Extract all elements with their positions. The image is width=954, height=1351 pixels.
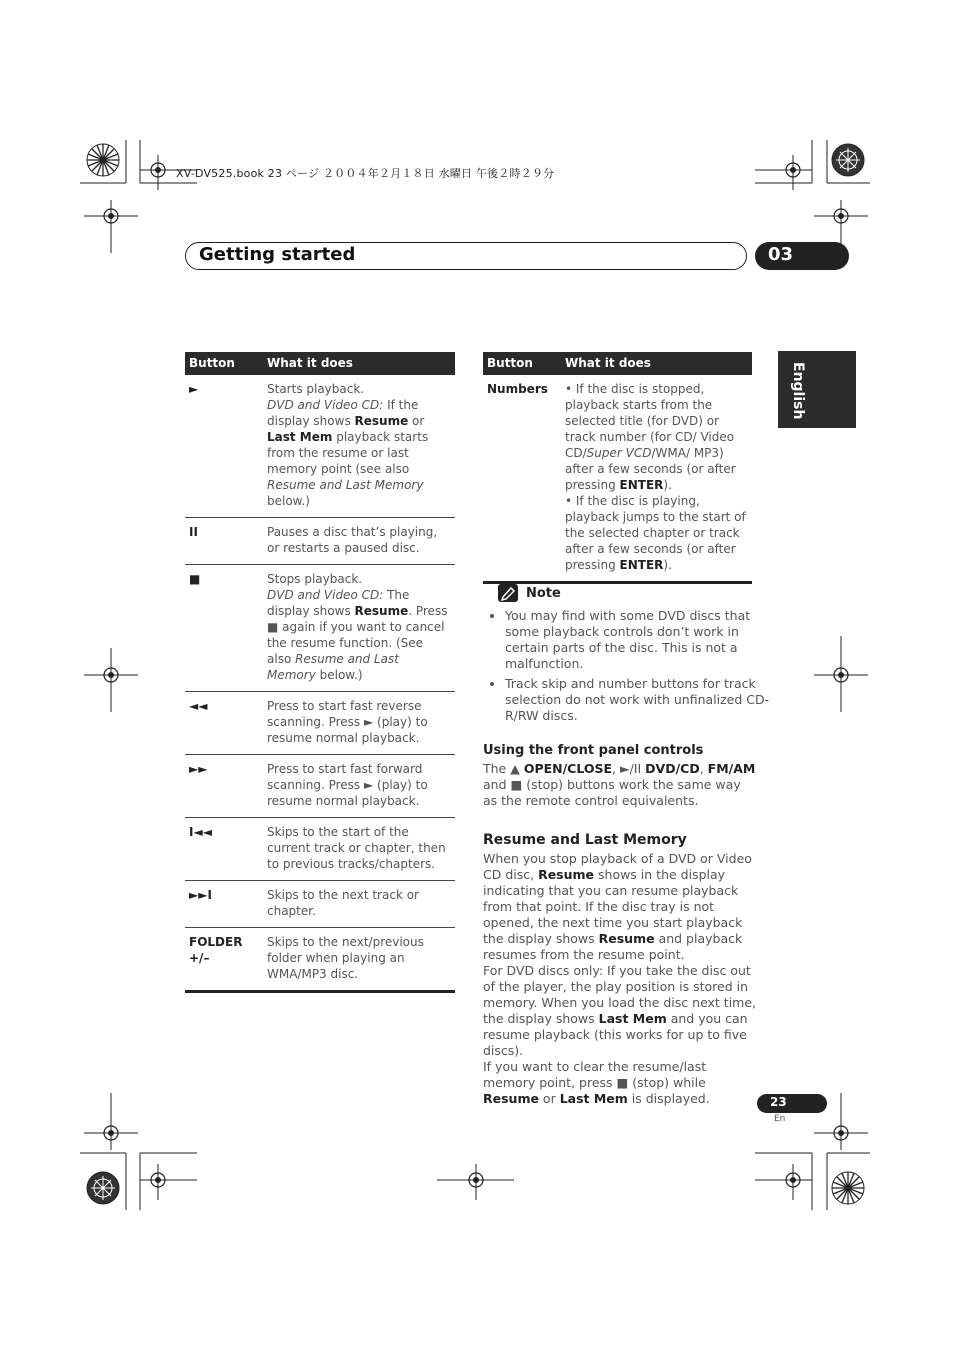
table-row	[185, 755, 455, 818]
description-cell: Starts playback. DVD and Video CD: If the display shows Resume or Last Mem playback starts from the resume or last memory point (see also Resume and Last Memory below.)	[263, 375, 455, 518]
table-row	[185, 518, 455, 565]
column-header-what-it-does: What it does	[561, 352, 752, 375]
table-row	[185, 818, 455, 881]
table-row	[185, 375, 455, 518]
button-cell: ►►I	[185, 881, 263, 928]
description-cell: Stops playback. DVD and Video CD: The display shows Resume. Press ■ again if you want to cancel the resume function. (See also Resume and Last Memory below.)	[263, 565, 455, 692]
button-cell: ◄◄	[185, 692, 263, 755]
language-tab-label-wrap	[790, 362, 806, 420]
front-panel-text: The ▲ OPEN/CLOSE, ►/II DVD/CD, FM/AM and ■ (stop) buttons work the same way as the remote control equivalents.	[483, 761, 756, 808]
column-header-button: Button	[483, 352, 561, 375]
table-row	[185, 565, 455, 692]
page-number: 23	[770, 1095, 787, 1109]
note-list	[490, 608, 773, 728]
section-heading-front-panel: Using the front panel controls	[483, 743, 704, 758]
note-title: Note	[526, 586, 561, 601]
description-cell: Skips to the next/previous folder when playing an WMA/MP3 disc.	[263, 928, 455, 992]
list-item: • You may find with some DVD discs that some playback controls don’t work in certain parts of the disc. This is not a malfunction.	[505, 608, 773, 672]
description-cell: Press to start fast forward scanning. Press ► (play) to resume normal playback.	[263, 755, 455, 818]
description-cell: Press to start fast reverse scanning. Press ► (play) to resume normal playback.	[263, 692, 455, 755]
button-cell: ►►	[185, 755, 263, 818]
button-cell: I◄◄	[185, 818, 263, 881]
table-row	[185, 928, 455, 992]
button-cell: ►	[185, 375, 263, 518]
pencil-icon	[498, 584, 518, 602]
table-row	[185, 692, 455, 755]
table-row	[185, 881, 455, 928]
section-heading-resume: Resume and Last Memory	[483, 832, 687, 848]
table-row	[483, 375, 752, 583]
description-cell: Skips to the start of the current track or chapter, then to previous tracks/chapters.	[263, 818, 455, 881]
description-cell: Pauses a disc that’s playing, or restarts a paused disc.	[263, 518, 455, 565]
button-cell: FOLDER +/–	[185, 928, 263, 992]
language-tab-label: English	[790, 362, 806, 420]
button-cell: Numbers	[483, 375, 561, 583]
print-info: XV-DV525.book 23 ページ ２００４年２月１８日 水曜日 午後２時２９分	[176, 167, 555, 180]
button-cell: II	[185, 518, 263, 565]
column-header-button: Button	[185, 352, 263, 375]
chapter-number: 03	[768, 244, 794, 265]
left-button-table	[185, 352, 455, 993]
right-button-table	[483, 352, 752, 584]
page-language: En	[774, 1114, 786, 1124]
button-cell: ■	[185, 565, 263, 692]
page-number-badge	[757, 1094, 827, 1113]
description-cell: Skips to the next track or chapter.	[263, 881, 455, 928]
column-header-what-it-does: What it does	[263, 352, 455, 375]
description-cell: • If the disc is stopped, playback starts from the selected title (for DVD) or track number (for CD/ Video CD/Super VCD/WMA/ MP3) after a few seconds (or after pressing ENTER). • If the disc is playing, playback jumps to the start of the selected chapter or track after a few seconds (or after pressing ENTER).	[561, 375, 752, 583]
resume-text: When you stop playback of a DVD or Video CD disc, Resume shows in the display indicating that you can resume playback from that point. If the disc tray is not opened, the next time you start playback the display shows Resume and playback resumes from the resume point. For DVD discs only: If you take the disc out of the player, the play position is stored in memory. When you load the disc next time, the display shows Last Mem and you can resume playback (this works for up to five discs). If you want to clear the resume/last memory point, press ■ (stop) while Resume or Last Mem is displayed.	[483, 851, 757, 1106]
list-item: • Track skip and number buttons for track selection do not work with unfinalized CD-R/RW discs.	[505, 676, 773, 724]
page-title: Getting started	[199, 244, 356, 265]
